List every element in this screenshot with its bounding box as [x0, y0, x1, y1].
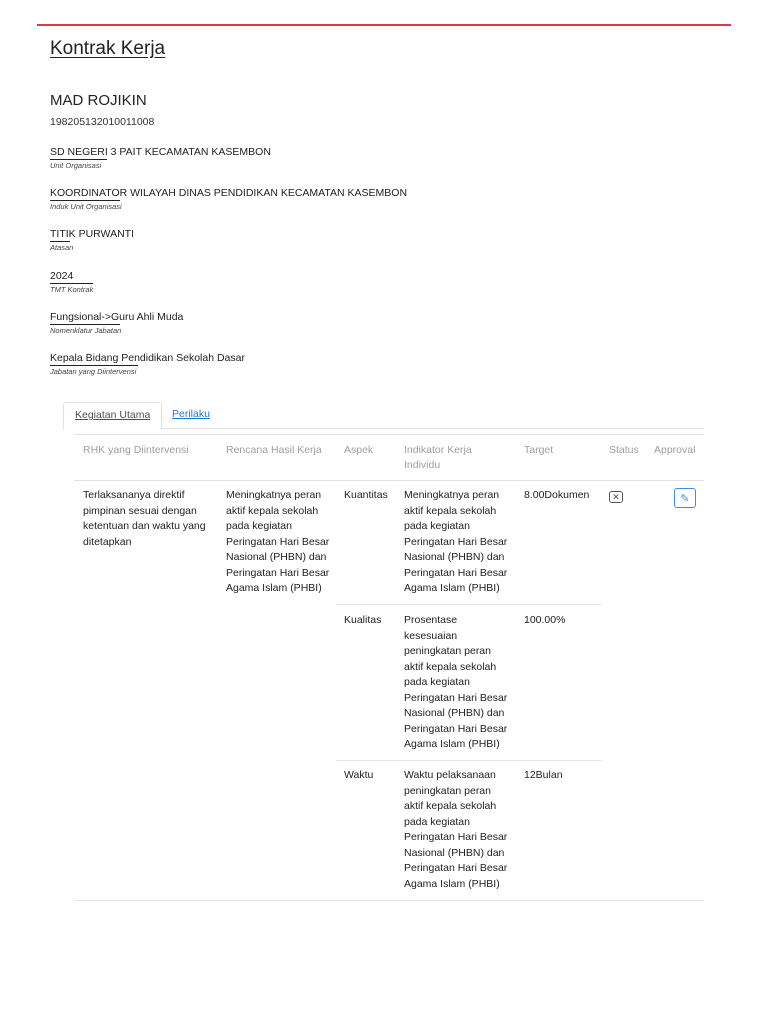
cell-aspek: Kuantitas: [344, 489, 388, 501]
field-tmt-kontrak: [50, 266, 93, 294]
field-label: Induk Unit Organisasi: [50, 202, 122, 211]
field-atasan: [50, 224, 134, 252]
header-approval: Approval: [654, 444, 696, 456]
cell-aspek: Waktu: [344, 769, 374, 781]
employee-name: MAD ROJIKIN: [50, 92, 147, 109]
field-label: Jabatan yang Diintervensi: [50, 367, 137, 376]
field-unit-organisasi: [50, 142, 271, 170]
field-value: TITIK PURWANTI: [50, 228, 134, 240]
row-divider: [336, 760, 602, 761]
approval-edit-button[interactable]: [674, 488, 696, 508]
cell-target: 8.00Dokumen: [524, 489, 590, 501]
header-status: Status: [609, 444, 639, 456]
cell-rhk: Terlaksananya direktif pimpinan sesuai dengan ketentuan dan waktu yang ditetapkan: [83, 489, 206, 548]
cell-target: 100.00%: [524, 614, 566, 626]
field-label: Atasan: [50, 243, 74, 252]
field-label: Nomenklatur Jabatan: [50, 326, 122, 335]
header-divider: [37, 24, 731, 26]
table-bottom-border: [74, 900, 704, 901]
page-title: Kontrak Kerja: [50, 38, 166, 59]
header-target: Target: [524, 444, 554, 456]
tab-perilaku[interactable]: Perilaku: [172, 408, 210, 420]
row-divider: [336, 604, 602, 605]
cell-target: 12Bulan: [524, 769, 563, 781]
tab-bar: [63, 402, 704, 429]
cell-indikator: Waktu pelaksanaan peningkatan peran aktif kepala sekolah pada kegiatan Peringatan Hari Besar Nasional (PHBN) dan Peringatan Hari Besar Agama Islam (PHBI): [404, 769, 508, 890]
field-value: Kepala Bidang Pendidikan Sekolah Dasar: [50, 352, 245, 364]
field-value: 2024: [50, 270, 74, 282]
field-nomenklatur-jabatan: [50, 307, 183, 335]
field-label: TMT Kontrak: [50, 285, 94, 294]
cell-rencana: Meningkatnya peran aktif kepala sekolah pada kegiatan Peringatan Hari Besar Nasional (PHBN) dan Peringatan Hari Besar Agama Islam (PHBI): [226, 489, 330, 594]
rhk-table: [74, 434, 704, 890]
pencil-icon: ✎: [680, 492, 690, 505]
header-aspek: Aspek: [344, 444, 374, 456]
cell-indikator: Meningkatnya peran aktif kepala sekolah pada kegiatan Peringatan Hari Besar Nasional (PHBN) dan Peringatan Hari Besar Agama Islam (PHBI): [404, 489, 508, 594]
field-induk-unit-organisasi: [50, 183, 407, 211]
table-header: [74, 434, 704, 481]
field-value: SD NEGERI 3 PAIT KECAMATAN KASEMBON: [50, 146, 271, 158]
status-close-icon[interactable]: ✕: [609, 491, 623, 503]
cell-aspek: Kualitas: [344, 614, 382, 626]
field-label: Unit Organisasi: [50, 161, 102, 170]
cell-indikator: Prosentase kesesuaian peningkatan peran aktif kepala sekolah pada kegiatan Peringatan Hari Besar Nasional (PHBN) dan Peringatan Hari Besar Agama Islam (PHBI): [404, 614, 508, 750]
header-rhk: RHK yang Diintervensi: [83, 444, 189, 456]
header-indikator: Indikator Kerja Individu: [404, 444, 472, 471]
field-value: KOORDINATOR WILAYAH DINAS PENDIDIKAN KECAMATAN KASEMBON: [50, 187, 408, 199]
field-value: Fungsional->Guru Ahli Muda: [50, 311, 184, 323]
header-rencana: Rencana Hasil Kerja: [226, 444, 322, 456]
field-jabatan-diintervensi: [50, 348, 245, 376]
employee-nip: 198205132010011008: [50, 116, 155, 128]
tab-kegiatan-utama[interactable]: Kegiatan Utama: [63, 402, 162, 430]
